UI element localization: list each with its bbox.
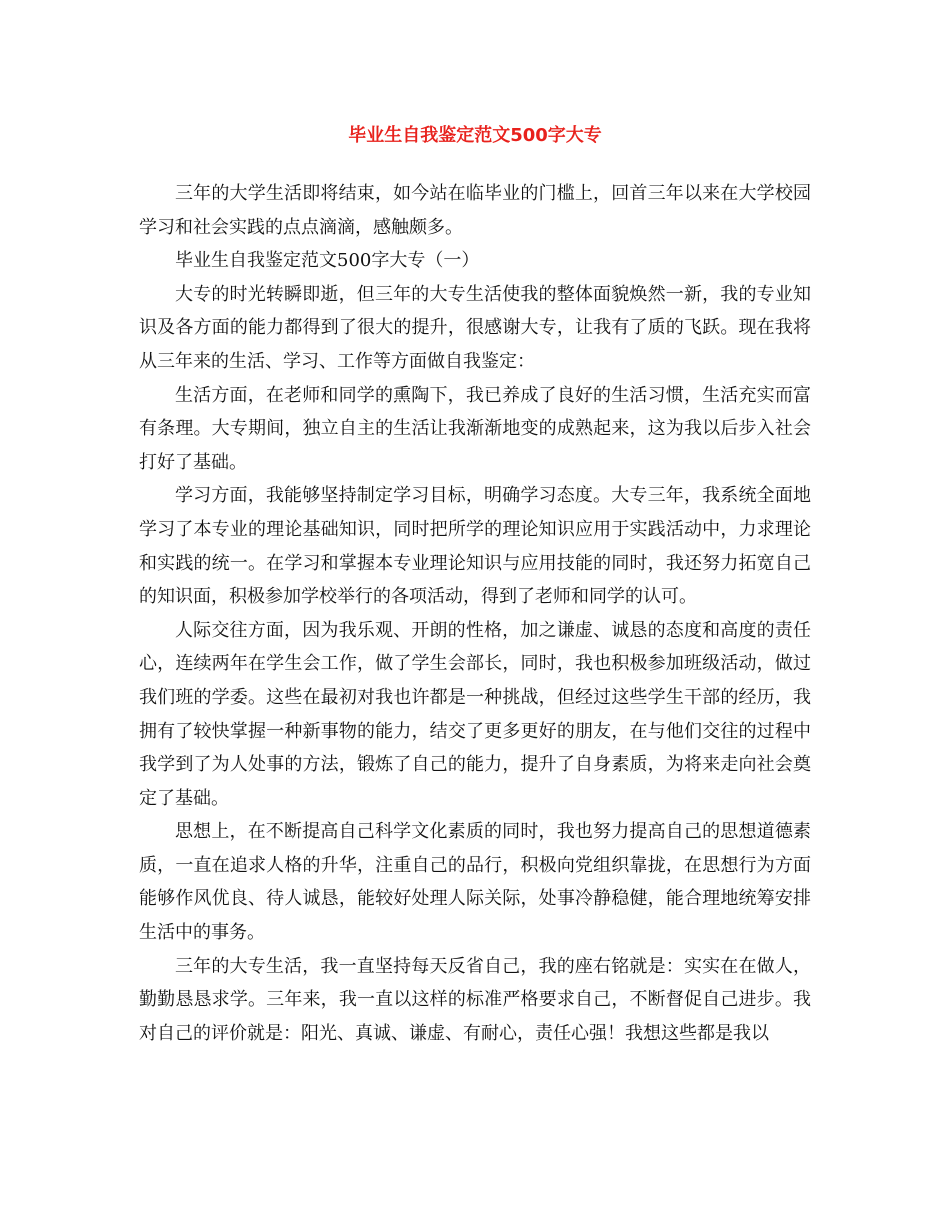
paragraph-thought: 思想上，在不断提高自己科学文化素质的同时，我也努力提高自己的思想道德素质，一直在追求人格的升华，注重自己的品行，积极向党组织靠拢，在思想行为方面能够作风优良、待人诚恳，能较好处理人际关际，处事冷静稳健，能合理地统筹安排生活中的事务。 — [139, 821, 811, 944]
paragraph-summary: 三年的大专生活，我一直坚持每天反省自己，我的座右铭就是：实实在在做人，勤勤恳恳求学。三年来，我一直以这样的标准严格要求自己，不断督促自己进步。我对自己的评价就是：阳光、真诚、谦虚、有耐心，责任心强！我想这些都是我以 — [139, 955, 811, 1044]
section-heading: 毕业生自我鉴定范文500字大专（一） — [175, 250, 480, 272]
paragraph-study: 学习方面，我能够坚持制定学习目标，明确学习态度。大专三年，我系统全面地学习了本专业的理论基础知识，同时把所学的理论知识应用于实践活动中，力求理论和实践的统一。在学习和掌握本专业理论知识与应用技能的同时，我还努力拓宽自己的知识面，积极参加学校举行的各项活动，得到了老师和同学的认可。 — [139, 485, 811, 608]
paragraph-life: 生活方面，在老师和同学的熏陶下，我已养成了良好的生活习惯，生活充实而富有条理。大专期间，独立自主的生活让我渐渐地变的成熟起来，这为我以后步入社会打好了基础。 — [139, 384, 811, 473]
paragraph-social: 人际交往方面，因为我乐观、开朗的性格，加之谦虚、诚恳的态度和高度的责任心，连续两年在学生会工作，做了学生会部长，同时，我也积极参加班级活动，做过我们班的学委。这些在最初对我也许都是一种挑战，但经过这些学生干部的经历，我拥有了较快掌握一种新事物的能力，结交了更多更好的朋友，在与他们交往的过程中我学到了为人处事的方法，锻炼了自己的能力，提升了自身素质，为将来走向社会奠定了基础。 — [139, 619, 811, 809]
paragraph-intro: 三年的大学生活即将结束，如今站在临毕业的门槛上，回首三年以来在大学校园学习和社会实践的点点滴滴，感触颇多。 — [139, 183, 811, 238]
document-body — [139, 177, 811, 1050]
document-title: 毕业生自我鉴定范文500字大专 — [348, 125, 602, 146]
paragraph-overview: 大专的时光转瞬即逝，但三年的大专生活使我的整体面貌焕然一新，我的专业知识及各方面的能力都得到了很大的提升，很感谢大专，让我有了质的飞跃。现在我将从三年来的生活、学习、工作等方面做自我鉴定： — [139, 283, 811, 372]
